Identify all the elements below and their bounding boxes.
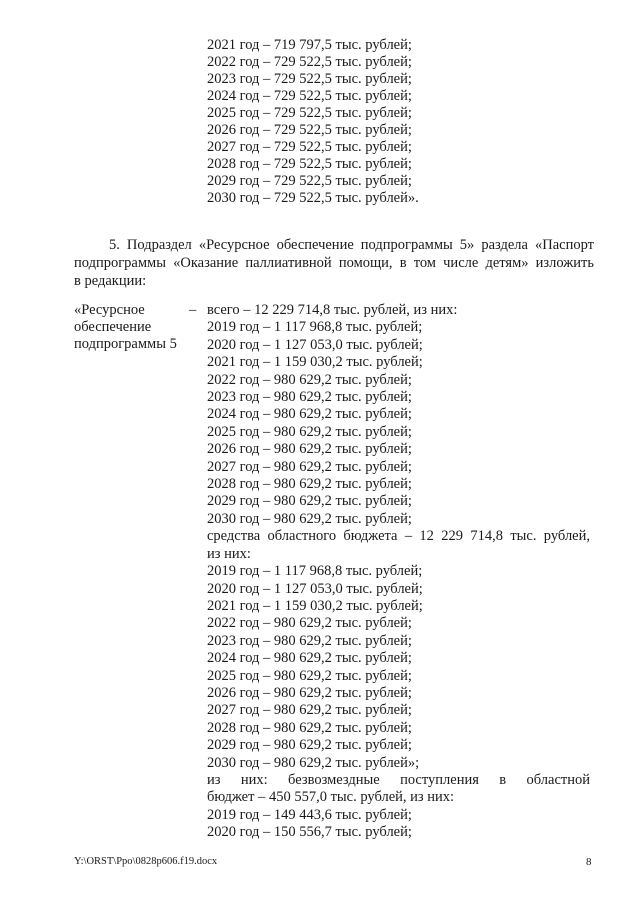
list-item: 2026 год – 980 629,2 тыс. рублей; — [207, 684, 412, 701]
list-item: 2025 год – 729 522,5 тыс. рублей; — [207, 105, 412, 121]
paragraph-line: 5. Подраздел «Ресурсное обеспечение подпрограммы 5» раздела «Паспорт — [109, 237, 594, 253]
list-item: 2028 год – 729 522,5 тыс. рублей; — [207, 156, 412, 172]
paragraph-line: в редакции: — [74, 273, 147, 289]
list-item: 2019 год – 149 443,6 тыс. рублей; — [207, 806, 412, 823]
list-item: 2029 год – 980 629,2 тыс. рублей; — [207, 737, 412, 754]
list-item: 2027 год – 980 629,2 тыс. рублей; — [207, 702, 412, 719]
list-item: 2028 год – 980 629,2 тыс. рублей; — [207, 476, 412, 493]
list-item: 2027 год – 729 522,5 тыс. рублей; — [207, 139, 412, 155]
file-path: Y:\ORST\Ppo\0828p606.f19.docx — [74, 856, 218, 867]
grant-line: из них: безвозмездные поступления в областной — [207, 771, 590, 788]
list-item: 2022 год – 980 629,2 тыс. рублей; — [207, 371, 412, 388]
list-item: 2024 год – 980 629,2 тыс. рублей; — [207, 406, 412, 423]
total-line: всего – 12 229 714,8 тыс. рублей, из них: — [207, 302, 458, 318]
amendment-paragraph — [74, 236, 594, 290]
list-item: 2020 год – 1 127 053,0 тыс. рублей; — [207, 580, 423, 597]
list-item: 2026 год – 729 522,5 тыс. рублей; — [207, 122, 412, 138]
list-item: 2023 год – 980 629,2 тыс. рублей; — [207, 632, 412, 649]
list-item: 2030 год – 729 522,5 тыс. рублей». — [207, 190, 419, 206]
list-item: 2023 год – 980 629,2 тыс. рублей; — [207, 389, 412, 406]
label-line: «Ресурсное — [74, 302, 145, 318]
list-item: 2021 год – 719 797,5 тыс. рублей; — [207, 37, 412, 53]
list-item: 2025 год – 980 629,2 тыс. рублей; — [207, 423, 412, 440]
list-item: 2024 год – 980 629,2 тыс. рублей; — [207, 650, 412, 667]
list-item: 2021 год – 1 159 030,2 тыс. рублей; — [207, 597, 423, 614]
list-item: 2019 год – 1 117 968,8 тыс. рублей; — [207, 319, 423, 336]
paragraph-line: подпрограммы «Оказание паллиативной помощи, в том числе детям» изложить — [74, 255, 594, 271]
list-item: 2030 год – 980 629,2 тыс. рублей; — [207, 510, 412, 527]
separator-dash: – — [189, 302, 197, 318]
top-year-list — [207, 37, 419, 207]
list-item: 2019 год – 1 117 968,8 тыс. рублей; — [207, 563, 423, 580]
list-item: 2027 год – 980 629,2 тыс. рублей; — [207, 458, 412, 475]
label-line: подпрограммы 5 — [74, 336, 177, 352]
page-number: 8 — [586, 856, 592, 868]
list-item: 2030 год – 980 629,2 тыс. рублей»; — [207, 754, 420, 771]
list-item: 2026 год – 980 629,2 тыс. рублей; — [207, 441, 412, 458]
list-item: 2023 год – 729 522,5 тыс. рублей; — [207, 71, 412, 87]
list-item: 2022 год – 980 629,2 тыс. рублей; — [207, 615, 412, 632]
regional-budget-line: средства областного бюджета – 12 229 714,8 тыс. рублей, — [207, 528, 590, 545]
list-item: 2028 год – 980 629,2 тыс. рублей; — [207, 719, 412, 736]
resource-label — [74, 302, 177, 353]
resource-values — [207, 302, 590, 842]
regional-budget-line: из них: — [207, 545, 251, 562]
list-item: 2022 год – 729 522,5 тыс. рублей; — [207, 54, 412, 70]
list-item: 2020 год – 1 127 053,0 тыс. рублей; — [207, 336, 423, 353]
grant-line: бюджет – 450 557,0 тыс. рублей, из них: — [207, 789, 455, 806]
list-item: 2024 год – 729 522,5 тыс. рублей; — [207, 88, 412, 104]
list-item: 2020 год – 150 556,7 тыс. рублей; — [207, 824, 412, 841]
list-item: 2025 год – 980 629,2 тыс. рублей; — [207, 667, 412, 684]
list-item: 2021 год – 1 159 030,2 тыс. рублей; — [207, 354, 423, 371]
list-item: 2029 год – 980 629,2 тыс. рублей; — [207, 493, 412, 510]
list-item: 2029 год – 729 522,5 тыс. рублей; — [207, 173, 412, 189]
label-line: обеспечение — [74, 319, 152, 335]
